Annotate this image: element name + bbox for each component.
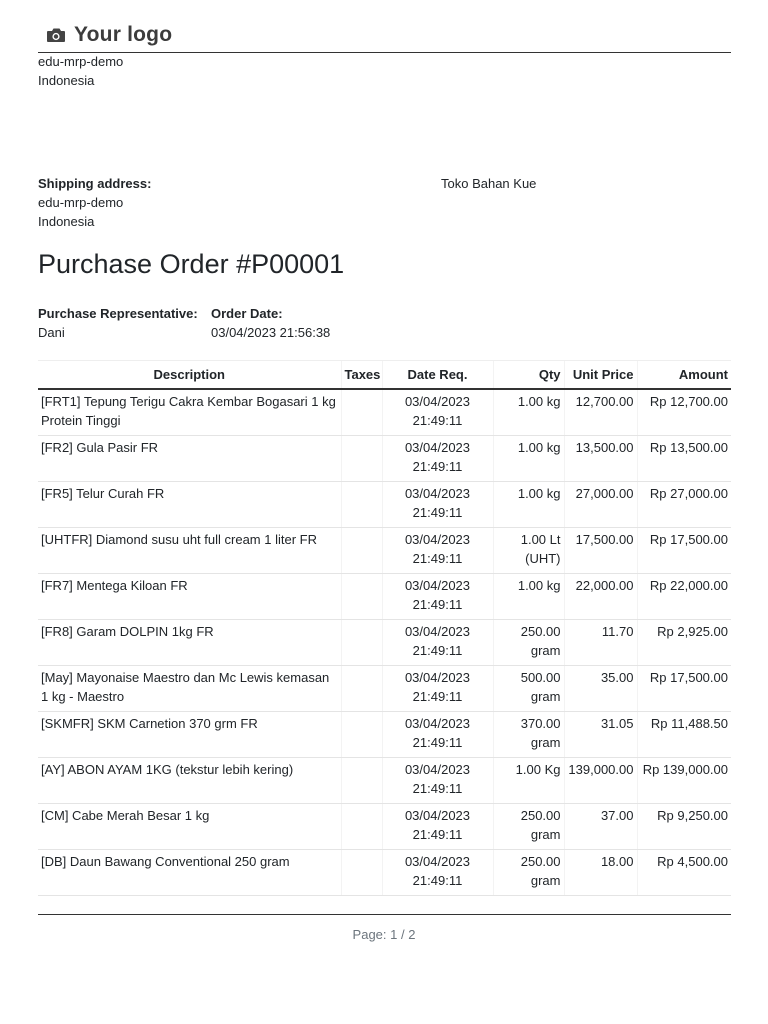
cell-description: [DB] Daun Bawang Conventional 250 gram (38, 849, 341, 895)
cell-qty: 1.00 Kg (493, 757, 564, 803)
cell-qty: 1.00 kg (493, 435, 564, 481)
cell-amount: Rp 13,500.00 (637, 435, 731, 481)
order-date (211, 304, 330, 342)
cell-time: 21:49:11 (412, 642, 463, 658)
footer-divider (38, 914, 731, 915)
cell-time: 21:49:11 (412, 872, 463, 888)
rep-label: Purchase Representative: (38, 306, 198, 321)
cell-date-req (382, 573, 493, 619)
company-address (38, 52, 123, 90)
table-row (38, 803, 731, 849)
cell-qty: 250.00 gram (493, 619, 564, 665)
header-unit-price: Unit Price (564, 361, 637, 389)
cell-taxes (341, 435, 382, 481)
cell-taxes (341, 665, 382, 711)
rep-value: Dani (38, 325, 65, 340)
cell-date-req (382, 665, 493, 711)
cell-date: 03/04/2023 (404, 531, 471, 547)
shipping-country: Indonesia (38, 214, 95, 229)
vendor-name: Toko Bahan Kue (441, 176, 537, 191)
logo-text: Your logo (74, 23, 173, 46)
cell-time: 21:49:11 (412, 826, 463, 842)
cell-amount: Rp 139,000.00 (637, 757, 731, 803)
cell-qty: 1.00 kg (493, 573, 564, 619)
cell-description: [SKMFR] SKM Carnetion 370 grm FR (38, 711, 341, 757)
cell-unit-price: 18.00 (564, 849, 637, 895)
cell-date-req (382, 481, 493, 527)
table-row (38, 757, 731, 803)
cell-taxes (341, 619, 382, 665)
company-logo (46, 20, 172, 50)
cell-time: 21:49:11 (412, 412, 463, 428)
cell-unit-price: 22,000.00 (564, 573, 637, 619)
page-title: Purchase Order #P00001 (38, 249, 345, 279)
cell-date: 03/04/2023 (404, 761, 471, 777)
header-date-req: Date Req. (382, 361, 493, 389)
cell-unit-price: 13,500.00 (564, 435, 637, 481)
cell-taxes (341, 481, 382, 527)
cell-qty: 1.00 kg (493, 389, 564, 436)
cell-unit-price: 31.05 (564, 711, 637, 757)
cell-date: 03/04/2023 (404, 393, 471, 409)
shipping-label: Shipping address: (38, 176, 152, 191)
cell-date-req (382, 389, 493, 436)
table-row (38, 435, 731, 481)
cell-qty: 250.00 gram (493, 849, 564, 895)
header-qty: Qty (493, 361, 564, 389)
company-name: edu-mrp-demo (38, 54, 124, 69)
cell-time: 21:49:11 (412, 550, 463, 566)
table-row (38, 573, 731, 619)
shipping-address (38, 174, 151, 231)
cell-amount: Rp 11,488.50 (637, 711, 731, 757)
order-lines-table (38, 360, 731, 896)
cell-unit-price: 11.70 (564, 619, 637, 665)
cell-amount: Rp 9,250.00 (637, 803, 731, 849)
cell-unit-price: 27,000.00 (564, 481, 637, 527)
cell-description: [CM] Cabe Merah Besar 1 kg (38, 803, 341, 849)
shipping-name: edu-mrp-demo (38, 195, 124, 210)
purchase-representative (38, 304, 198, 342)
cell-amount: Rp 22,000.00 (637, 573, 731, 619)
cell-amount: Rp 17,500.00 (637, 527, 731, 573)
cell-time: 21:49:11 (412, 504, 463, 520)
cell-description: [FR8] Garam DOLPIN 1kg FR (38, 619, 341, 665)
cell-date: 03/04/2023 (404, 623, 471, 639)
cell-description: [AY] ABON AYAM 1KG (tekstur lebih kering) (38, 757, 341, 803)
cell-date: 03/04/2023 (404, 669, 471, 685)
cell-date-req (382, 849, 493, 895)
cell-amount: Rp 27,000.00 (637, 481, 731, 527)
header-description: Description (38, 361, 341, 389)
cell-description: [FR2] Gula Pasir FR (38, 435, 341, 481)
cell-time: 21:49:11 (412, 596, 463, 612)
cell-time: 21:49:11 (412, 688, 463, 704)
page-number: Page: 1 / 2 (352, 927, 416, 942)
header-amount: Amount (637, 361, 731, 389)
cell-time: 21:49:11 (412, 780, 463, 796)
cell-date-req (382, 711, 493, 757)
cell-taxes (341, 757, 382, 803)
cell-taxes (341, 849, 382, 895)
cell-description: [UHTFR] Diamond susu uht full cream 1 liter FR (38, 527, 341, 573)
company-country: Indonesia (38, 73, 95, 88)
cell-taxes (341, 711, 382, 757)
cell-unit-price: 12,700.00 (564, 389, 637, 436)
cell-taxes (341, 527, 382, 573)
order-date-label: Order Date: (211, 306, 283, 321)
cell-date-req (382, 435, 493, 481)
cell-amount: Rp 2,925.00 (637, 619, 731, 665)
cell-qty: 250.00 gram (493, 803, 564, 849)
cell-qty: 370.00 gram (493, 711, 564, 757)
cell-unit-price: 35.00 (564, 665, 637, 711)
table-row (38, 849, 731, 895)
cell-amount: Rp 17,500.00 (637, 665, 731, 711)
cell-date: 03/04/2023 (404, 853, 471, 869)
cell-qty: 500.00 gram (493, 665, 564, 711)
cell-time: 21:49:11 (412, 734, 463, 750)
cell-date: 03/04/2023 (404, 577, 471, 593)
table-row (38, 481, 731, 527)
order-date-value: 03/04/2023 21:56:38 (211, 325, 331, 340)
cell-date: 03/04/2023 (404, 715, 471, 731)
cell-date: 03/04/2023 (404, 439, 471, 455)
cell-unit-price: 37.00 (564, 803, 637, 849)
cell-description: [May] Mayonaise Maestro dan Mc Lewis kemasan 1 kg - Maestro (38, 665, 341, 711)
table-row (38, 619, 731, 665)
table-header-row (38, 361, 731, 389)
cell-description: [FR7] Mentega Kiloan FR (38, 573, 341, 619)
cell-taxes (341, 389, 382, 436)
cell-description: [FRT1] Tepung Terigu Cakra Kembar Bogasari 1 kg Protein Tinggi (38, 389, 341, 436)
table-row (38, 527, 731, 573)
table-row (38, 711, 731, 757)
cell-taxes (341, 803, 382, 849)
cell-time: 21:49:11 (412, 458, 463, 474)
cell-unit-price: 139,000.00 (564, 757, 637, 803)
cell-date-req (382, 757, 493, 803)
cell-unit-price: 17,500.00 (564, 527, 637, 573)
cell-qty: 1.00 kg (493, 481, 564, 527)
cell-date-req (382, 619, 493, 665)
cell-taxes (341, 573, 382, 619)
cell-date: 03/04/2023 (404, 485, 471, 501)
camera-icon (46, 27, 66, 43)
table-row (38, 389, 731, 436)
cell-date-req (382, 803, 493, 849)
cell-date-req (382, 527, 493, 573)
header-taxes: Taxes (341, 361, 382, 389)
cell-description: [FR5] Telur Curah FR (38, 481, 341, 527)
cell-date: 03/04/2023 (404, 807, 471, 823)
cell-amount: Rp 4,500.00 (637, 849, 731, 895)
cell-amount: Rp 12,700.00 (637, 389, 731, 436)
vendor-address (441, 174, 536, 193)
header-divider (38, 52, 731, 53)
table-row (38, 665, 731, 711)
cell-qty: 1.00 Lt (UHT) (493, 527, 564, 573)
